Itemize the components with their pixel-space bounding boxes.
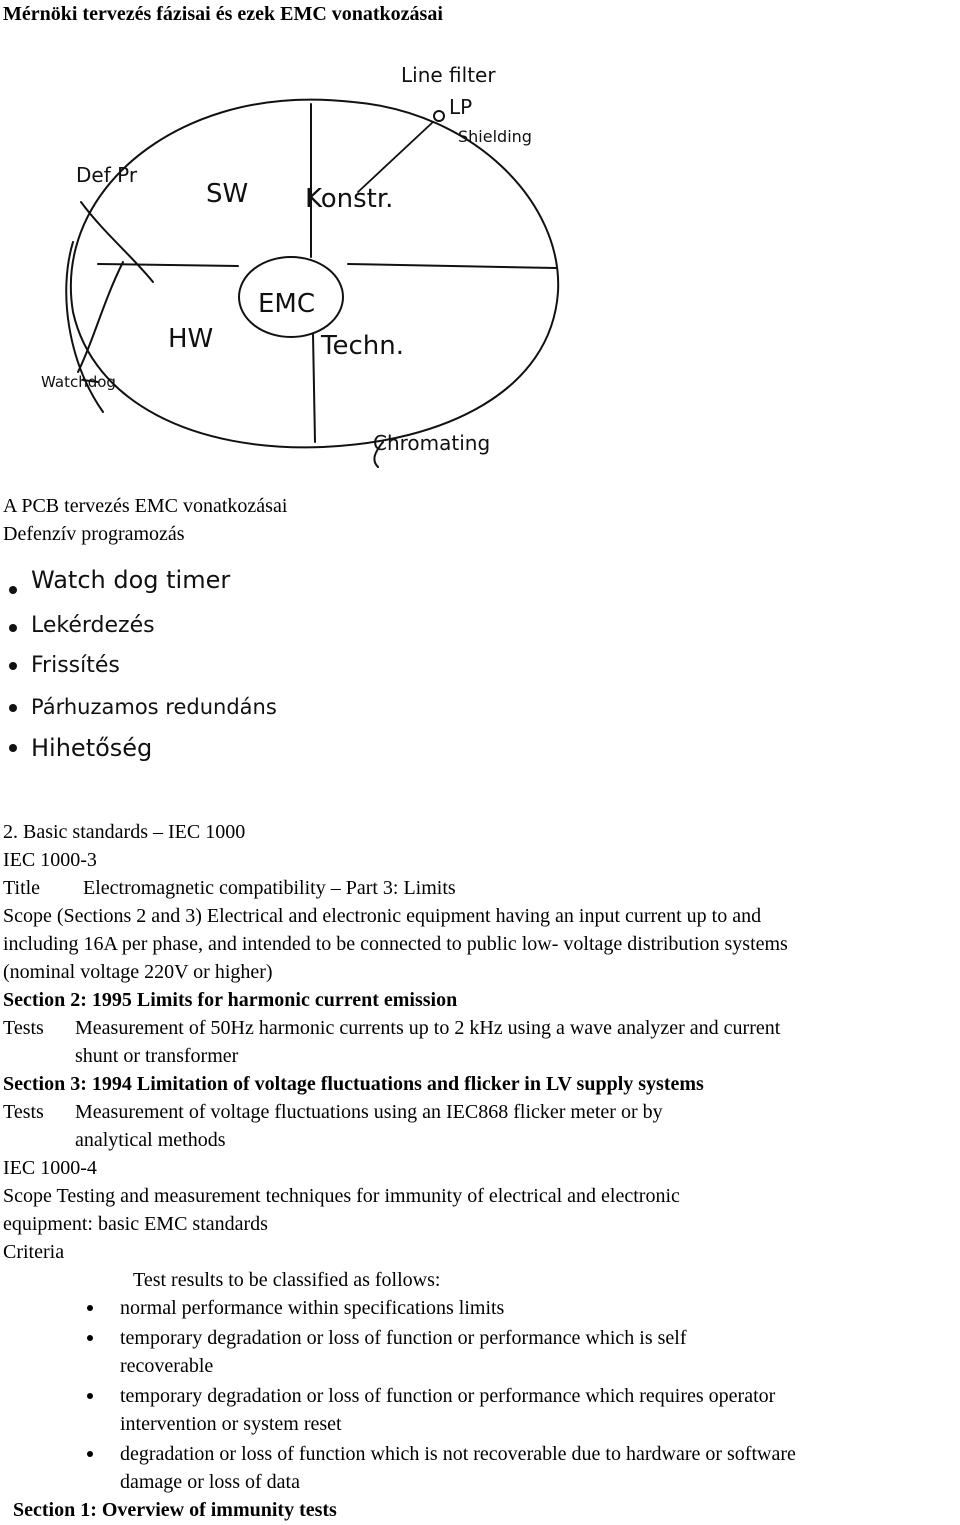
iec-1000-3-id: IEC 1000-3 — [3, 849, 97, 871]
bullet-dot-4 — [87, 1451, 93, 1457]
bullet-2-line-1: temporary degradation or loss of function or performance which is self — [120, 1327, 687, 1349]
scope-4-line-1: Scope Testing and measurement techniques for immunity of electrical and electronic — [3, 1185, 680, 1207]
iec-1000-4-id: IEC 1000-4 — [3, 1157, 97, 1179]
bullet-3-line-1: temporary degradation or loss of function or performance which requires operator — [120, 1385, 776, 1407]
sketch-item-watchdog: Watch dog timer — [31, 566, 231, 594]
sketch-item-hihetoseg: Hihetőség — [31, 734, 153, 762]
page-heading: Mérnöki tervezés fázisai és ezek EMC vonatkozásai — [3, 3, 443, 25]
bullet-dot-2 — [87, 1335, 93, 1341]
defensive-sketch-drawing — [3, 548, 296, 778]
annotation-line-filter: Line filter — [401, 63, 496, 87]
tests-label-2: Tests — [3, 1101, 44, 1123]
section-1-heading: Section 1: Overview of immunity tests — [13, 1499, 337, 1521]
bullet-dot-1 — [87, 1305, 93, 1311]
tests-label-1: Tests — [3, 1017, 44, 1039]
tests-text-1-line-1: Measurement of 50Hz harmonic currents up to 2 kHz using a wave analyzer and current — [75, 1017, 781, 1039]
annotation-lp: LP — [449, 95, 473, 119]
sketch-item-lekerdezes: Lekérdezés — [31, 613, 155, 638]
annotation-shielding: Shielding — [458, 127, 532, 146]
defensive-title: Defenzív programozás — [3, 523, 185, 545]
title-label: Title — [3, 877, 41, 899]
section-2-title: 2. Basic standards – IEC 1000 — [3, 821, 246, 843]
criteria-intro: Test results to be classified as follows: — [133, 1269, 441, 1291]
bullet-2-line-2: recoverable — [120, 1355, 214, 1377]
emc-sketch-drawing — [3, 42, 637, 472]
criteria-label: Criteria — [3, 1241, 65, 1263]
tests-text-1-line-2: shunt or transformer — [75, 1045, 239, 1067]
sketch-item-frissites: Frissítés — [31, 653, 120, 678]
pcb-title: A PCB tervezés EMC vonatkozásai — [3, 495, 288, 517]
defensive-sketch — [3, 548, 296, 778]
annotation-chromating: Chromating — [373, 431, 491, 455]
tests-text-2-line-2: analytical methods — [75, 1129, 226, 1151]
bullet-4-line-2: damage or loss of data — [120, 1471, 300, 1493]
quadrant-konstr: Konstr. — [305, 184, 394, 214]
section-3-heading: Section 3: 1994 Limitation of voltage fluctuations and flicker in LV supply systems — [3, 1073, 704, 1095]
tests-text-2-line-1: Measurement of voltage fluctuations using an IEC868 flicker meter or by — [75, 1101, 663, 1123]
bullet-dot-3 — [87, 1393, 93, 1399]
scope-line-2: including 16A per phase, and intended to be connected to public low- voltage distribution systems — [3, 933, 788, 955]
quadrant-sw: SW — [206, 179, 249, 209]
bullet-3-line-2: intervention or system reset — [120, 1413, 342, 1435]
bullet-1-line-1: normal performance within specifications limits — [120, 1297, 505, 1319]
scope-line-1: Scope (Sections 2 and 3) Electrical and electronic equipment having an input current up to and — [3, 905, 762, 927]
scope-4-line-2: equipment: basic EMC standards — [3, 1213, 268, 1235]
bullet-4-line-1: degradation or loss of function which is not recoverable due to hardware or software — [120, 1443, 796, 1465]
annotation-watchdog: Watchdog — [41, 373, 116, 391]
emc-sketch — [3, 42, 637, 472]
quadrant-techn: Techn. — [321, 331, 404, 361]
annotation-def-pr: Def Pr — [76, 163, 138, 187]
section-2-heading: Section 2: 1995 Limits for harmonic current emission — [3, 989, 458, 1011]
emc-center-label: EMC — [258, 289, 316, 319]
scope-line-3: (nominal voltage 220V or higher) — [3, 961, 273, 983]
sketch-item-parhuzamos: Párhuzamos redundáns — [31, 695, 277, 719]
quadrant-hw: HW — [168, 324, 214, 354]
title-text: Electromagnetic compatibility – Part 3: Limits — [83, 877, 456, 899]
